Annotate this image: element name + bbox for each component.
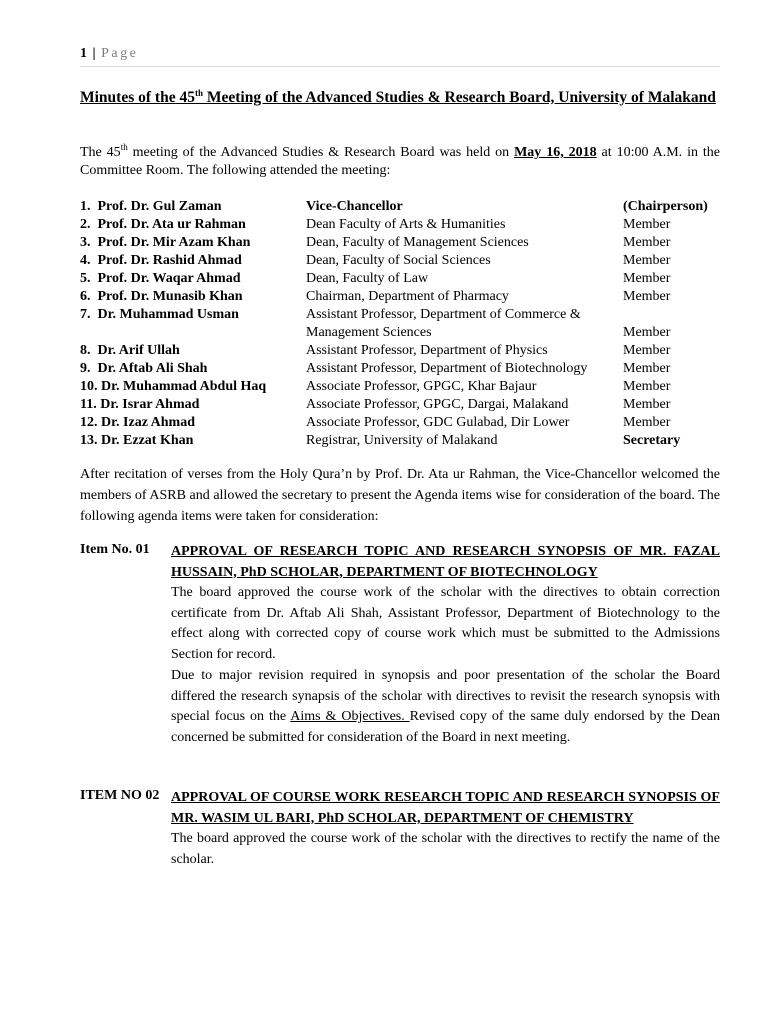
attendee-designation: Dean, Faculty of Social Sciences: [306, 253, 491, 268]
page-header: [80, 46, 720, 67]
attendee-name: 5. Prof. Dr. Waqar Ahmad: [80, 271, 241, 286]
attendee-row: [80, 360, 720, 378]
attendee-designation: Assistant Professor, Department of Biotechnology: [306, 361, 588, 376]
page-word: Page: [101, 46, 139, 61]
item-label: Item No. 01: [80, 542, 150, 557]
attendee-designation: Assistant Professor, Department of Commerce & Management Sciences: [306, 307, 581, 340]
attendee-row: [80, 432, 720, 450]
attendee-role: Member: [623, 271, 671, 286]
item-title: APPROVAL OF COURSE WORK RESEARCH TOPIC AND RESEARCH SYNOPSIS OF MR. WASIM UL BARI, PhD SCHOLAR, DEPARTMENT OF CHEMISTRY: [171, 790, 720, 826]
attendee-role: Member: [623, 325, 671, 340]
item-label: ITEM NO 02: [80, 788, 160, 803]
attendee-name: 1. Prof. Dr. Gul Zaman: [80, 199, 222, 214]
attendee-name: 9. Dr. Aftab Ali Shah: [80, 361, 208, 376]
item-title: APPROVAL OF RESEARCH TOPIC AND RESEARCH SYNOPSIS OF MR. FAZAL HUSSAIN, PhD SCHOLAR, DEPARTMENT OF BIOTECHNOLOGY: [171, 544, 720, 580]
attendee-role: Member: [623, 253, 671, 268]
aims-objectives-text: Aims & Objectives.: [290, 709, 410, 725]
attendee-role: Member: [623, 289, 671, 304]
attendee-row: [80, 306, 720, 342]
page-number: 1: [80, 46, 87, 61]
attendee-row: [80, 396, 720, 414]
attendee-name: 4. Prof. Dr. Rashid Ahmad: [80, 253, 242, 268]
attendee-role: Member: [623, 379, 671, 394]
attendee-designation: Dean, Faculty of Law: [306, 271, 429, 286]
attendee-row: [80, 216, 720, 234]
attendee-role: Member: [623, 217, 671, 232]
attendee-designation: Dean, Faculty of Management Sciences: [306, 235, 529, 250]
attendee-role: (Chairperson): [623, 199, 708, 214]
attendee-designation: Chairman, Department of Pharmacy: [306, 289, 509, 304]
intro-paragraph: The 45th meeting of the Advanced Studies & Research Board was held on May 16, 2018 at 10:00 A.M. in the Committee Room. The following attended the meeting:: [80, 142, 721, 178]
header-separator: |: [92, 46, 96, 61]
attendee-role: Secretary: [623, 433, 681, 448]
attendee-role: Member: [623, 343, 671, 358]
attendee-name: 11. Dr. Israr Ahmad: [80, 397, 200, 412]
item-body: [171, 542, 720, 749]
recitation-paragraph: After recitation of verses from the Holy Qura’n by Prof. Dr. Ata ur Rahman, the Vice-Chancellor welcomed the members of ASRB and allowed the secretary to present the Agenda items wise for consideration of the board. The following agenda items were taken for consideration:: [80, 467, 720, 524]
attendee-role: Member: [623, 397, 671, 412]
attendee-row: [80, 252, 720, 270]
attendee-row: [80, 270, 720, 288]
attendee-name: 8. Dr. Arif Ullah: [80, 343, 180, 358]
attendee-role: Member: [623, 361, 671, 376]
attendee-name: 6. Prof. Dr. Munasib Khan: [80, 289, 243, 304]
item-body: [171, 788, 720, 870]
attendee-row: [80, 198, 720, 216]
attendees-list: [80, 198, 720, 450]
attendee-role: Member: [623, 235, 671, 250]
attendee-name: 12. Dr. Izaz Ahmad: [80, 415, 195, 430]
attendee-name: 13. Dr. Ezzat Khan: [80, 433, 194, 448]
item-paragraph: Due to major revision required in synopsis and poor presentation of the scholar the Board differed the research synapsis of the scholar with directives to revisit the research synopsis with special focus on the Aims & Objectives. Revised copy of the same duly endorsed by the Dean concerned be submitted for consideration of the Board in next meeting.: [171, 667, 720, 745]
attendee-designation: Associate Professor, GPGC, Khar Bajaur: [306, 379, 537, 394]
attendee-row: [80, 414, 720, 432]
attendee-name: 10. Dr. Muhammad Abdul Haq: [80, 379, 267, 394]
attendee-name: 7. Dr. Muhammad Usman: [80, 307, 239, 322]
document-title: Minutes of the 45th Meeting of the Advanced Studies & Research Board, University of Malakand: [80, 88, 716, 106]
attendee-role: Member: [623, 415, 671, 430]
attendee-designation: Associate Professor, GDC Gulabad, Dir Lower: [306, 415, 570, 430]
attendee-designation: Assistant Professor, Department of Physics: [306, 343, 548, 358]
attendee-name: 3. Prof. Dr. Mir Azam Khan: [80, 235, 251, 250]
attendee-name: 2. Prof. Dr. Ata ur Rahman: [80, 217, 246, 232]
attendee-designation: Associate Professor, GPGC, Dargai, Malakand: [306, 397, 569, 412]
attendee-row: [80, 342, 720, 360]
meeting-date: May 16, 2018: [514, 145, 597, 160]
attendee-row: [80, 234, 720, 252]
attendee-row: [80, 288, 720, 306]
item-paragraph: The board approved the course work of the scholar with the directives to obtain correction certificate from Dr. Aftab Ali Shah, Assistant Professor, Department of Biotechnology to the effect along with corrected copy of course work which must be submitted to the Admissions Section for record.: [171, 585, 720, 663]
attendee-designation: Registrar, University of Malakand: [306, 433, 498, 448]
attendee-designation: Dean Faculty of Arts & Humanities: [306, 217, 506, 232]
item-paragraph: The board approved the course work of the scholar with the directives to rectify the name of the scholar.: [171, 831, 720, 867]
attendee-designation: Vice-Chancellor: [306, 199, 403, 214]
attendee-row: [80, 378, 720, 396]
